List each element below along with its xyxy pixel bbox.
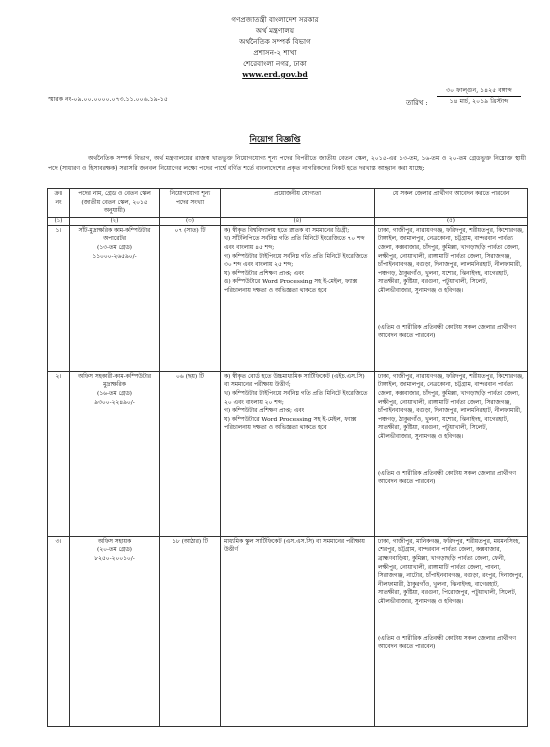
district-list: ঢাকা, গাজীপুর, নারায়ণগঞ্জ, ফরিদপুর, শরীয়তপুর, কিশোরগঞ্জ, টাঙ্গাইল, জামালপুর, নেত্রকোনা, চট্টগ্রাম, বান্দরবান পার্বত্য জেলা, কক্সবাজার, চাঁদপুর, কুমিল্লা, খাগড়াছড়ি পার্বত্য জেলা, লক্ষীপুর, নোয়াখালী, রাঙ্গামাটি পার্বত্য জেলা, সিরাজগঞ্জ, চাঁপাইনবাবগঞ্জ, বগুড়া, দিনাজপুর, লালমনিরহাট, নীলফামারী, পঞ্চগড়, ঠাকুরগাঁও, খুলনা, যশোর, ঝিনাইদহ, বাগেরহাট, সাতক্ষীরা, কুষ্টিয়া, বরগুনা, পটুয়াখালী, সিলেট, মৌলভীবাজার, সুনামগঞ্জ ও হবিগঞ্জ। <box>378 227 524 294</box>
qualification-cell <box>221 225 375 371</box>
header-districts: যে সকল জেলার প্রার্থীগণ আবেদন করতে পারবেন <box>375 189 528 218</box>
post-grade: (২০-তম গ্রেড) <box>97 547 132 554</box>
vacancy-cell: ১৮ (আঠার) টি <box>160 536 221 726</box>
qualification-item: ক) স্বীকৃত বিশ্ববিদ্যালয় হতে স্নাতক বা সমমানের ডিগ্রী; <box>224 227 350 234</box>
division-name: অর্থনৈতিক সম্পর্ক বিভাগ <box>239 37 311 46</box>
table-row <box>48 225 528 371</box>
quota-note: (এতিম ও শারীরিক প্রতিবন্ধী কোটায় সকল জেলার প্রার্থীগণ আবেদন করতে পারবেন) <box>378 324 516 340</box>
date-block <box>437 86 521 107</box>
govt-name: গণপ্রজাতন্ত্রী বাংলাদেশ সরকার <box>231 15 319 24</box>
table-row <box>48 536 528 726</box>
districts-cell <box>375 371 528 536</box>
memo-number: স্মারক নং-০৯.০০.০০০০.০৭৩.১১.০০৬.১৯-১৫ <box>48 96 168 103</box>
header-qualification: প্রয়োজনীয় যোগ্যতা <box>221 189 375 218</box>
date-bangla: ৩০ ফাল্গুন, ১৪২৫ বঙ্গাব্দ <box>437 86 521 97</box>
qualification-item: গ) কম্পিউটার টাইপিংয়ে সর্বনিম্ন গতি প্রতি মিনিটে ইংরেজিতে ৩০ শব্দ এবং বাংলায় ২৫ শব্দ; <box>224 253 368 269</box>
post-cell <box>70 536 160 726</box>
col-num: (১) <box>48 217 70 225</box>
qualification-item: খ) কম্পিউটার টাইপিংয়ে সর্বনিম্ন গতি প্রতি মিনিটে ইংরেজিতে ২০ এবং বাংলায় ২০ শব্দ; <box>224 390 368 406</box>
post-name: অফিস সহকারী-কাম-কম্পিউটার মুদ্রাক্ষরিক <box>77 373 152 389</box>
office-address: শেরেবাংলা নগর, ঢাকা <box>243 59 307 68</box>
qualification-item: ঘ) কম্পিউটার প্রশিক্ষণ প্রাপ্ত; এবং <box>224 270 304 277</box>
qualification-cell <box>221 371 375 536</box>
vacancy-table <box>47 188 528 727</box>
col-num: (৩) <box>160 217 221 225</box>
header-vacancy: নিয়োগযোগ্য শূন্য পদের সংখ্যা <box>160 189 221 218</box>
header-post: পদের নাম, গ্রেড ও বেতন স্কেল (জাতীয় বেতন স্কেল, ২০১৫ অনুযায়ী) <box>70 189 160 218</box>
post-name: সাঁট-মুদ্রাক্ষরিক কাম-কম্পিউটার অপারেটর <box>78 227 151 243</box>
vacancy-cell: ০৬ (ছয়) টি <box>160 371 221 536</box>
website-link[interactable]: www.erd.gov.bd <box>242 70 308 79</box>
table-row <box>48 371 528 536</box>
pay-scale: ৮২৫০-২০০১০/- <box>94 555 135 562</box>
post-grade: (১৩-তম গ্রেড) <box>97 244 132 251</box>
serial-cell: ১। <box>48 225 70 371</box>
qualification-item: খ) সাঁটলিপিতে সর্বনিম্ন গতি প্রতি মিনিটে ইংরেজিতে ৭০ শব্দ এবং বাংলায় ৪৫ শব্দ; <box>224 236 365 251</box>
qualification-item: ক) স্বীকৃত বোর্ড হতে উচ্চমাধ্যমিক সার্টিফিকেট (এইচ.এস.সি) বা সমমানের পরীক্ষায় উত্তীর্ণ; <box>224 373 365 389</box>
date-english: ১৪ মার্চ, ২০১৯ খ্রিস্টাব্দ <box>449 98 509 105</box>
letterhead <box>0 14 550 80</box>
date-label: তারিখ : <box>406 99 428 107</box>
districts-cell <box>375 225 528 371</box>
post-name: অফিস সহায়ক <box>97 538 132 545</box>
post-grade: (১৬-তম গ্রেড) <box>97 390 132 397</box>
quota-note: (এতিম ও শারীরিক প্রতিবন্ধী কোটায় সকল জেলার প্রার্থীগণ আবেদন করতে পারবেন) <box>378 635 516 651</box>
col-num: (৫) <box>375 217 528 225</box>
notice-title: নিয়োগ বিজ্ঞপ্তি <box>249 134 301 144</box>
serial-cell: ২। <box>48 371 70 536</box>
qualification-item: মাধ্যমিক স্কুল সার্টিফিকেট (এস.এস.সি) বা সমমানের পরীক্ষায় উত্তীর্ণ <box>224 538 365 554</box>
pay-scale: ৯৩০০-২২৪৯০/- <box>94 399 135 406</box>
qualification-cell <box>221 536 375 726</box>
intro-paragraph: অর্থনৈতিক সম্পর্ক বিভাগ, অর্থ মন্ত্রণালয়ের রাজস্ব খাতভুক্ত নিয়োগযোগ্য শূন্য পদের বিপরীতে জাতীয় বেতন স্কেল, ২০১৫-এর ১৩-তম, ১৬-তম ও ২০-তম গ্রেডভুক্ত নিম্নোক্ত স্থায়ী পদে (সাধারণ ও হিসাবরক্ষক) সরাসরি জনবল নিয়োগের লক্ষ্যে পদের পার্শ্বে বর্ণিত শর্তে বাংলাদেশের প্রকৃত নাগরিকদের নিকট হতে দরখাস্ত আহ্বান করা যাচ্ছে: <box>48 155 526 172</box>
branch-name: প্রশাসন-২ শাখা <box>253 48 297 57</box>
ministry-name: অর্থ মন্ত্রণালয় <box>255 26 295 35</box>
qualification-item: গ) কম্পিউটার প্রশিক্ষণ প্রাপ্ত; এবং <box>224 408 305 415</box>
district-list: ঢাকা, গাজীপুর, নারায়ণগঞ্জ, ফরিদপুর, শরীয়তপুর, কিশোরগঞ্জ, টাঙ্গাইল, জামালপুর, নেত্রকোনা, চট্টগ্রাম, বান্দরবান পার্বত্য জেলা, কক্সবাজার, চাঁদপুর, কুমিল্লা, খাগড়াছড়ি পার্বত্য জেলা, লক্ষীপুর, নোয়াখালী, রাঙ্গামাটি পার্বত্য জেলা, সিরাজগঞ্জ, চাঁপাইনবাবগঞ্জ, বগুড়া, দিনাজপুর, লালমনিরহাট, নীলফামারী, পঞ্চগড়, ঠাকুরগাঁও, খুলনা, যশোর, ঝিনাইদহ, বাগেরহাট, সাতক্ষীরা, কুষ্টিয়া, বরগুনা, পটুয়াখালী, সিলেট, মৌলভীবাজার, সুনামগঞ্জ ও হবিগঞ্জ। <box>378 373 524 440</box>
pay-scale: ১১০০০-২৬৫৯০/- <box>92 253 137 260</box>
quota-note: (এতিম ও শারীরিক প্রতিবন্ধী কোটায় সকল জেলার প্রার্থীগণ আবেদন করতে পারবেন) <box>378 470 516 486</box>
serial-cell: ৩। <box>48 536 70 726</box>
district-list: ঢাকা, গাজীপুর, মানিকগঞ্জ, ফরিদপুর, শরীয়তপুর, ময়মনসিংহ, শেরপুর, চট্টগ্রাম, বান্দরবান পার্বত্য জেলা, কক্সবাজার, ব্রাহ্মণবাড়িয়া, কুমিল্লা, খাগড়াছড়ি পার্বত্য জেলা, ফেনী, লক্ষীপুর, নোয়াখালী, রাঙ্গামাটি পার্বত্য জেলা, পাবনা, সিরাজগঞ্জ, নাটোর, চাঁপাইনবাবগঞ্জ, বগুড়া, রংপুর, দিনাজপুর, নীলফামারী, ঠাকুরগাঁও, খুলনা, ঝিনাইদহ, বাগেরহাট, সাতক্ষীরা, কুষ্টিয়া, বরগুনা, পিরোজপুর, পটুয়াখালী, সিলেট, মৌলভীবাজার, সুনামগঞ্জ ও হবিগঞ্জ। <box>378 538 524 605</box>
header-serial: ক্রঃ নং <box>48 189 70 218</box>
col-num: (২) <box>70 217 160 225</box>
column-number-row <box>48 217 528 225</box>
post-cell <box>70 225 160 371</box>
districts-cell <box>375 536 528 726</box>
qualification-item: ঙ) কম্পিউটারে Word Processing সহ ই-মেইল, ফ্যাক্স পরিচালনায় দক্ষতা ও অভিজ্ঞতা থাকতে হবে <box>224 279 358 294</box>
qualification-item: ঘ) কম্পিউটারে Word Processing সহ ই-মেইল, ফ্যাক্স পরিচালনায় দক্ষতা ও অভিজ্ঞতা থাকতে হবে <box>224 416 357 432</box>
vacancy-cell: ০৭ (সাত) টি <box>160 225 221 371</box>
post-cell <box>70 371 160 536</box>
col-num: (৪) <box>221 217 375 225</box>
table-header-row <box>48 189 528 218</box>
